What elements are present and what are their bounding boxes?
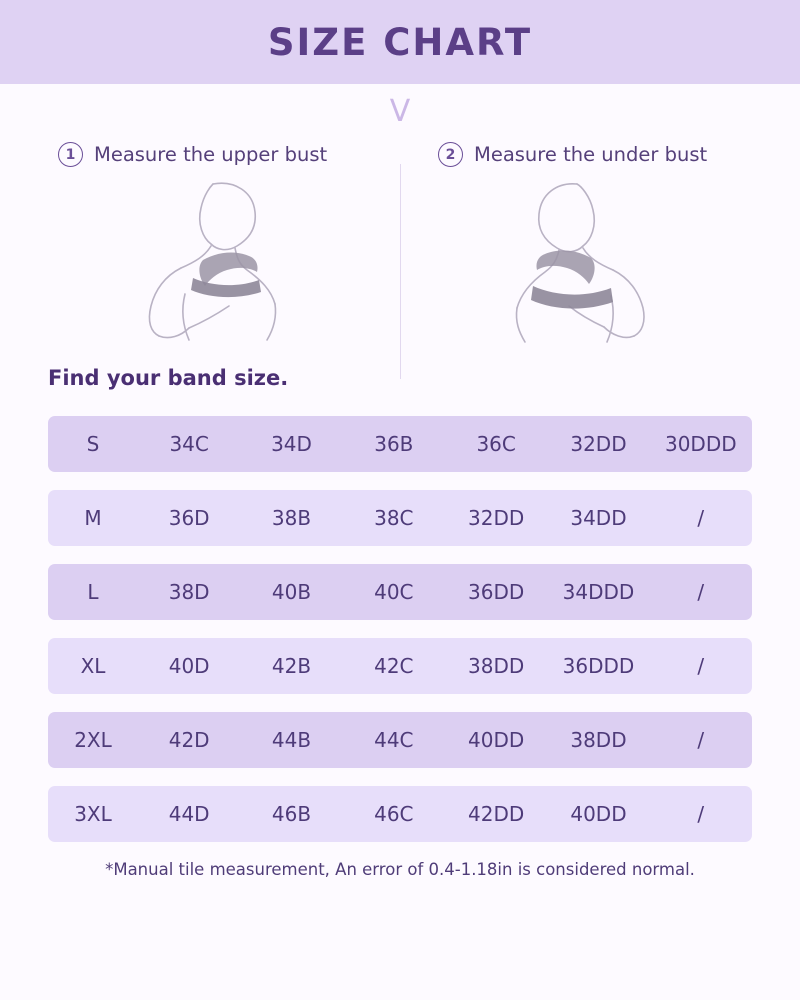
row-cell: 38B xyxy=(271,506,312,530)
band-size-heading: Find your band size. xyxy=(48,366,289,390)
row-cell: 42D xyxy=(168,728,210,752)
table-row xyxy=(48,638,752,694)
row-cell: 40C xyxy=(374,580,414,604)
step-under-bust xyxy=(400,142,780,346)
table-row xyxy=(48,786,752,842)
upper-bust-illustration xyxy=(36,171,384,346)
step-1-header xyxy=(36,142,384,167)
row-size-label: M xyxy=(84,506,102,530)
row-cell: 44D xyxy=(168,802,210,826)
table-row xyxy=(48,416,752,472)
row-size-label: XL xyxy=(80,654,106,678)
row-cell: 34DDD xyxy=(562,580,635,604)
measurement-steps xyxy=(0,142,800,346)
step-upper-bust xyxy=(20,142,400,346)
under-bust-illustration xyxy=(416,171,764,346)
row-cell: 36DDD xyxy=(562,654,635,678)
row-cell: 42DD xyxy=(468,802,525,826)
row-cell: 32DD xyxy=(570,432,627,456)
row-cell: 36B xyxy=(374,432,414,456)
table-row xyxy=(48,564,752,620)
row-cell: 40DD xyxy=(570,802,627,826)
row-cell: / xyxy=(697,506,705,530)
row-cell: 30DDD xyxy=(664,432,737,456)
row-cell: 46B xyxy=(271,802,312,826)
row-cell: 38DD xyxy=(570,728,627,752)
under-bust-figure-svg xyxy=(465,174,715,344)
size-table xyxy=(48,416,752,842)
page-title: SIZE CHART xyxy=(267,20,533,64)
table-row xyxy=(48,712,752,768)
row-cell: / xyxy=(697,654,705,678)
row-cell: 34C xyxy=(169,432,209,456)
table-row xyxy=(48,490,752,546)
row-cell: 42C xyxy=(374,654,414,678)
row-cell: 34DD xyxy=(570,506,627,530)
row-size-label: 3XL xyxy=(74,802,112,826)
row-cell: 40B xyxy=(271,580,312,604)
row-cell: 46C xyxy=(374,802,414,826)
chevron-down-icon xyxy=(0,90,800,134)
upper-bust-figure-svg xyxy=(85,174,335,344)
row-cell: 32DD xyxy=(468,506,525,530)
row-cell: 36DD xyxy=(468,580,525,604)
step-1-label: Measure the upper bust xyxy=(94,143,328,166)
row-cell: 36C xyxy=(476,432,516,456)
row-cell: 38D xyxy=(168,580,210,604)
row-cell: 40DD xyxy=(468,728,525,752)
row-size-label: L xyxy=(87,580,99,604)
step-2-label: Measure the under bust xyxy=(474,143,708,166)
row-cell: 38C xyxy=(374,506,414,530)
row-cell: / xyxy=(697,802,705,826)
row-cell: 42B xyxy=(271,654,312,678)
row-cell: 34D xyxy=(271,432,312,456)
steps-divider xyxy=(400,164,401,379)
step-1-number-badge: 1 xyxy=(58,142,83,167)
chevron-glyph: V xyxy=(389,94,411,129)
row-cell: 44C xyxy=(374,728,414,752)
row-size-label: S xyxy=(86,432,100,456)
row-cell: 44B xyxy=(271,728,312,752)
step-2-number-badge: 2 xyxy=(438,142,463,167)
row-cell: / xyxy=(697,580,705,604)
row-cell: / xyxy=(697,728,705,752)
step-2-header xyxy=(416,142,764,167)
measurement-footnote: *Manual tile measurement, An error of 0.4-1.18in is considered normal. xyxy=(105,860,695,879)
page-header xyxy=(0,0,800,84)
row-size-label: 2XL xyxy=(74,728,112,752)
row-cell: 38DD xyxy=(468,654,525,678)
row-cell: 36D xyxy=(168,506,210,530)
row-cell: 40D xyxy=(168,654,210,678)
